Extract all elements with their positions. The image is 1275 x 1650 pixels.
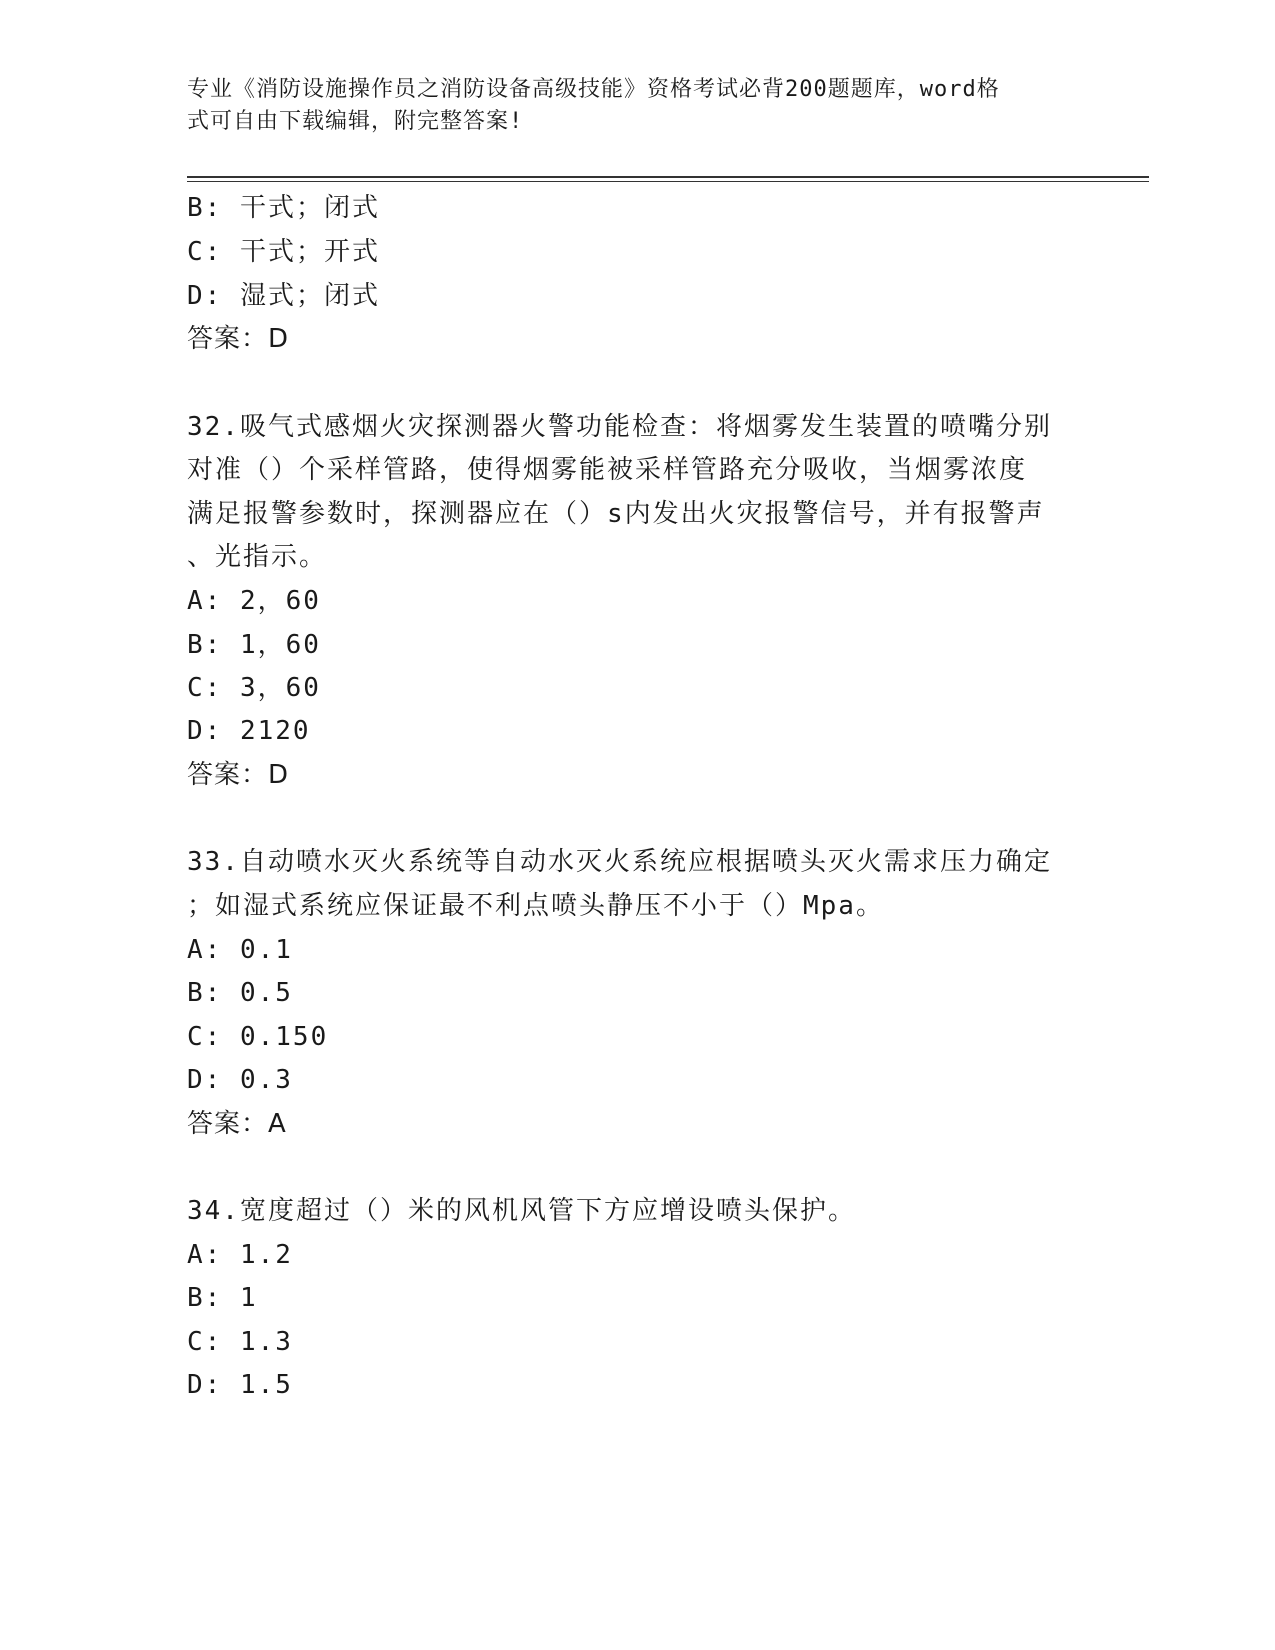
q33-text-line-2: ；如湿式系统应保证最不利点喷头静压不小于（）Mpa。: [187, 891, 884, 921]
q33-option-c: C: 0.150: [187, 1022, 329, 1052]
q32-text-line-3: 满足报警参数时，探测器应在（）s内发出火灾报警信号，并有报警声: [187, 499, 1045, 529]
q32-text-line-4: 、光指示。: [187, 542, 328, 572]
q32-option-a: A: 2，60: [187, 586, 321, 616]
q32-text-line-2: 对准（）个采样管路，使得烟雾能被采样管路充分吸收，当烟雾浓度: [187, 455, 1028, 485]
q33-option-a: A: 0.1: [187, 935, 293, 965]
q31-option-b: B: 干式；闭式: [187, 193, 380, 223]
q32-option-d: D: 2120: [187, 716, 311, 746]
q32-option-c: C: 3，60: [187, 673, 321, 703]
header-divider-thick: [187, 176, 1149, 178]
header-line-2: 式可自由下载编辑，附完整答案!: [187, 109, 524, 134]
q31-option-d: D: 湿式；闭式: [187, 281, 380, 311]
q32-option-b: B: 1，60: [187, 630, 321, 660]
header-line-1: 专业《消防设施操作员之消防设备高级技能》资格考试必背200题题库，word格: [187, 77, 1000, 102]
header-divider-thin: [187, 181, 1149, 182]
q31-option-c: C: 干式；开式: [187, 237, 380, 267]
q34-text-line-1: 34.宽度超过（）米的风机风管下方应增设喷头保护。: [187, 1196, 856, 1226]
q33-text-line-1: 33.自动喷水灭火系统等自动水灭火系统应根据喷头灭火需求压力确定: [187, 847, 1052, 877]
q34-option-d: D: 1.5: [187, 1370, 293, 1400]
q32-answer: 答案：D: [187, 760, 290, 790]
q31-answer: 答案：D: [187, 324, 290, 354]
q33-option-b: B: 0.5: [187, 978, 293, 1008]
q34-option-a: A: 1.2: [187, 1240, 293, 1270]
q33-answer: 答案：A: [187, 1109, 287, 1139]
q34-option-b: B: 1: [187, 1283, 258, 1313]
q34-option-c: C: 1.3: [187, 1327, 293, 1357]
q32-text-line-1: 32.吸气式感烟火灾探测器火警功能检查：将烟雾发生装置的喷嘴分别: [187, 412, 1052, 442]
document-header: [187, 74, 1067, 138]
q33-option-d: D: 0.3: [187, 1065, 293, 1095]
